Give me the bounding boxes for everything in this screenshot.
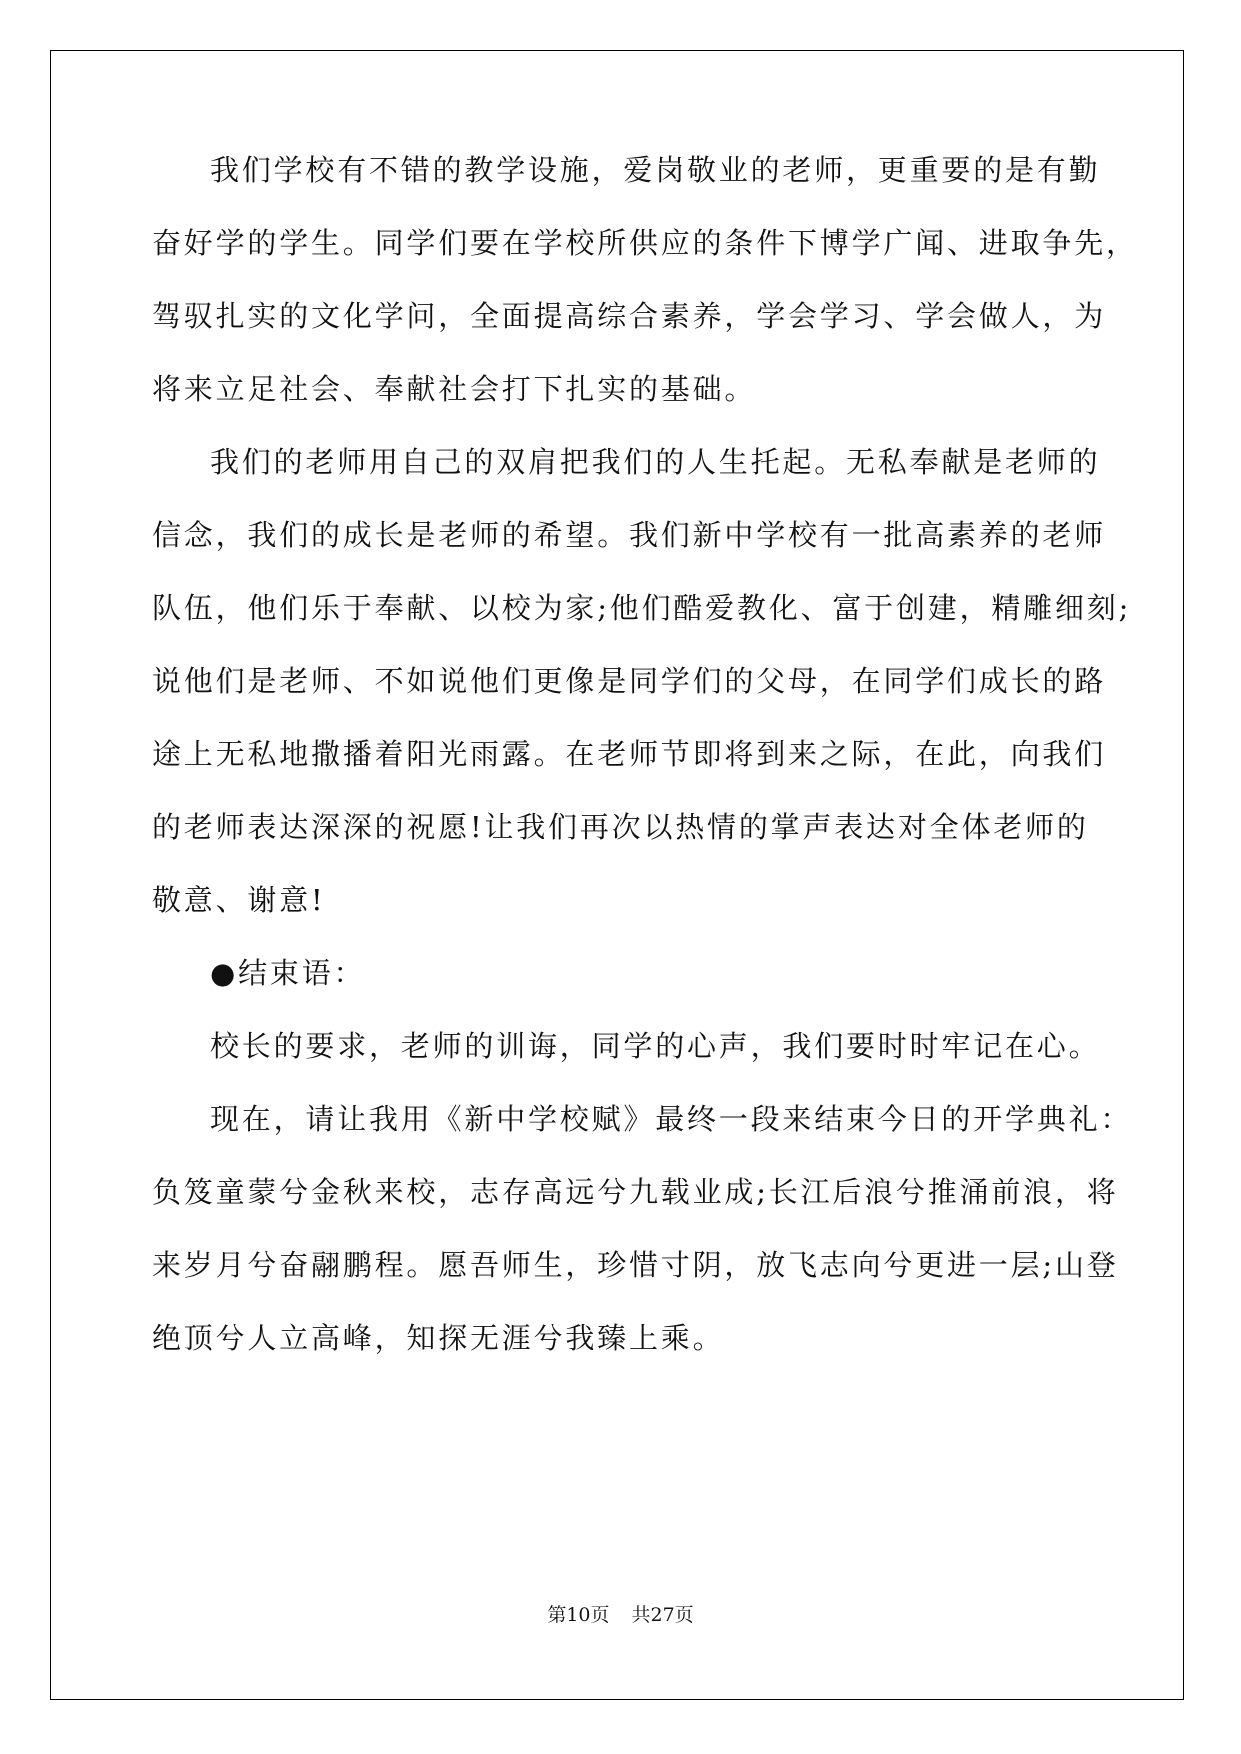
section-heading: ●结束语： (210, 956, 366, 990)
text-line: 来岁月兮奋翮鹏程。愿吾师生，珍惜寸阴，放飞志向兮更进一层;山登 (152, 1248, 1119, 1282)
text-line: 的老师表达深深的祝愿!让我们再次以热情的掌声表达对全体老师的 (152, 810, 1089, 844)
text-line: 将来立足社会、奉献社会打下扎实的基础。 (152, 372, 757, 406)
text-line: 途上无私地撒播着阳光雨露。在老师节即将到来之际，在此，向我们 (152, 737, 1107, 771)
text-line: 校长的要求，老师的训诲，同学的心声，我们要时时牢记在心。 (210, 1029, 1101, 1063)
text-line: 我们的老师用自己的双肩把我们的人生托起。无私奉献是老师的 (210, 445, 1101, 479)
text-line: 负笈童蒙兮金秋来校，志存高远兮九载业成;长江后浪兮推涌前浪，将 (152, 1175, 1119, 1209)
text-line: 队伍，他们乐于奉献、以校为家;他们酷爱教化、富于创建，精雕细刻; (152, 591, 1132, 625)
page-total: 共27页 (631, 1604, 694, 1626)
page-number: 第10页 (547, 1604, 610, 1626)
text-line: 奋好学的学生。同学们要在学校所供应的条件下博学广闻、进取争先， (152, 226, 1138, 260)
text-line: 敬意、谢意! (152, 883, 326, 917)
text-line: 说他们是老师、不如说他们更像是同学们的父母，在同学们成长的路 (152, 664, 1107, 698)
page-footer (0, 1600, 1241, 1627)
text-line: 我们学校有不错的教学设施，爱岗敬业的老师，更重要的是有勤 (210, 153, 1101, 187)
text-line: 绝顶兮人立高峰，知探无涯兮我臻上乘。 (152, 1321, 725, 1355)
text-line: 信念，我们的成长是老师的希望。我们新中学校有一批高素养的老师 (152, 518, 1107, 552)
text-line: 现在，请让我用《新中学校赋》最终一段来结束今日的开学典礼： (210, 1102, 1133, 1136)
text-line: 驾驭扎实的文化学问，全面提高综合素养，学会学习、学会做人，为 (152, 299, 1107, 333)
